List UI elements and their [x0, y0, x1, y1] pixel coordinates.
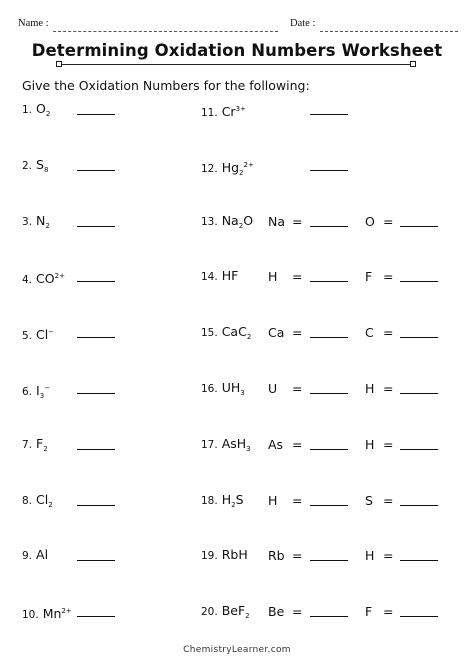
chemical-formula: Cl− — [36, 327, 55, 343]
answer-blank[interactable] — [77, 170, 115, 171]
question-number: 16. — [201, 383, 218, 395]
question-17 — [201, 437, 251, 456]
chemical-formula: $Cr^{3+}$ — [221, 104, 246, 119]
equals-sign: = — [383, 548, 394, 564]
element-label: F — [365, 604, 373, 620]
worksheet-title: Determining Oxidation Numbers Worksheet — [31, 41, 443, 60]
chemical-formula: RbH — [221, 547, 248, 563]
answer-blank[interactable] — [77, 114, 115, 115]
question-8 — [22, 493, 53, 512]
question-1 — [22, 102, 50, 121]
chemical-formula: AsH$_3$ — [221, 435, 251, 453]
answer-blank[interactable] — [77, 393, 115, 394]
question-number: 13. — [201, 215, 218, 228]
question-10 — [22, 604, 72, 622]
question-2 — [22, 158, 48, 177]
chemical-formula: $H_2S$ — [221, 491, 244, 509]
question-number: 4. — [22, 274, 33, 287]
chemical-formula: $Na_2O$ — [221, 212, 254, 230]
chemical-formula: $I_3^-$ — [36, 383, 51, 400]
element-label: H — [365, 436, 375, 452]
chemical-formula: $S_8$ — [36, 156, 49, 174]
element-label: U — [268, 381, 278, 396]
answer-blank[interactable] — [77, 226, 115, 227]
answer-blank[interactable] — [400, 393, 438, 394]
question-number: 15. — [201, 327, 218, 340]
question-number: 3. — [22, 215, 33, 228]
element-label: Be — [268, 604, 285, 620]
chemical-formula: $UH_3$ — [221, 380, 245, 397]
chemical-formula: $CO^{2+}$ — [36, 271, 65, 287]
title-underline-cap-left — [56, 61, 62, 67]
answer-blank[interactable] — [400, 560, 438, 561]
element-label: H — [365, 548, 375, 564]
name-label: Name : — [18, 18, 49, 29]
element-label: C — [365, 325, 374, 341]
name-field[interactable] — [53, 31, 278, 32]
question-number: 19. — [201, 550, 218, 563]
question-6 — [22, 381, 50, 403]
question-4 — [22, 269, 65, 287]
equals-sign: = — [292, 548, 303, 564]
chemical-formula: BeF$_2$ — [221, 603, 250, 621]
chemical-formula: CaC$_2$ — [221, 324, 252, 342]
element-label: H — [268, 492, 278, 508]
question-number: 14. — [201, 271, 218, 284]
equals-sign: = — [292, 269, 303, 285]
title-underline-cap-right — [410, 61, 416, 67]
chemical-formula: $Cl_2$ — [36, 491, 53, 509]
element-label: F — [365, 269, 373, 285]
answer-blank[interactable] — [310, 616, 348, 617]
element-label: S — [365, 492, 373, 508]
answer-blank[interactable] — [310, 281, 348, 282]
answer-blank[interactable] — [77, 616, 115, 617]
question-number: 11. — [201, 107, 218, 119]
answer-blank[interactable] — [400, 281, 438, 282]
answer-blank[interactable] — [400, 616, 438, 617]
equals-sign: = — [383, 325, 394, 341]
question-14 — [201, 269, 238, 284]
answer-blank[interactable] — [310, 393, 348, 394]
answer-blank[interactable] — [310, 449, 348, 450]
question-7 — [22, 437, 48, 456]
chemical-formula: $N_2$ — [36, 212, 50, 230]
question-20 — [201, 604, 250, 623]
equals-sign: = — [383, 492, 394, 508]
equals-sign: = — [383, 604, 394, 620]
answer-blank[interactable] — [400, 449, 438, 450]
question-number: 17. — [201, 438, 218, 451]
answer-blank[interactable] — [77, 505, 115, 506]
equals-sign: = — [292, 436, 303, 452]
chemical-formula: $Mn^{2+}$ — [42, 606, 72, 622]
answer-blank[interactable] — [310, 114, 348, 115]
answer-blank[interactable] — [310, 505, 348, 506]
question-number: 10. — [22, 609, 39, 622]
question-number: 8. — [22, 494, 33, 507]
answer-blank[interactable] — [400, 226, 438, 227]
question-number: 20. — [201, 606, 218, 619]
question-number: 9. — [22, 550, 33, 563]
element-label: H — [268, 269, 278, 285]
chemical-formula: $F_2$ — [36, 435, 48, 453]
answer-blank[interactable] — [77, 449, 115, 450]
element-label: H — [365, 381, 375, 396]
footer-brand: ChemistryLearner.com — [183, 645, 291, 655]
answer-blank[interactable] — [400, 505, 438, 506]
equals-sign: = — [292, 213, 303, 229]
question-18 — [201, 493, 244, 512]
question-number: 7. — [22, 438, 33, 451]
question-9 — [22, 548, 48, 563]
answer-blank[interactable] — [77, 281, 115, 282]
equals-sign: = — [292, 604, 303, 620]
equals-sign: = — [383, 213, 394, 229]
question-16 — [201, 381, 245, 400]
element-label: Ca — [268, 325, 285, 341]
equals-sign: = — [292, 325, 303, 341]
question-number: 5. — [22, 330, 33, 343]
question-number: 12. — [201, 162, 218, 175]
answer-blank[interactable] — [77, 337, 115, 338]
question-11 — [201, 102, 246, 120]
equals-sign: = — [383, 269, 394, 285]
answer-blank[interactable] — [310, 170, 348, 171]
question-number: 1. — [22, 104, 33, 116]
question-15 — [201, 325, 251, 344]
question-19 — [201, 548, 248, 563]
question-13 — [201, 214, 253, 233]
question-number: 6. — [22, 386, 33, 398]
element-label: Na — [268, 213, 286, 229]
answer-blank[interactable] — [310, 560, 348, 561]
equals-sign: = — [292, 492, 303, 508]
title-underline — [61, 64, 411, 65]
element-label: As — [268, 436, 284, 452]
element-label: Rb — [268, 548, 285, 564]
question-12 — [201, 158, 254, 180]
answer-blank[interactable] — [77, 560, 115, 561]
question-number: 18. — [201, 494, 218, 507]
date-field[interactable] — [320, 31, 458, 32]
date-label: Date : — [290, 18, 316, 29]
equals-sign: = — [292, 381, 303, 396]
equals-sign: = — [383, 381, 394, 396]
chemical-formula: Al — [36, 547, 49, 563]
answer-blank[interactable] — [310, 226, 348, 227]
chemical-formula: $O_2$ — [36, 101, 51, 118]
answer-blank[interactable] — [400, 337, 438, 338]
element-label: O — [365, 213, 375, 229]
instructions: Give the Oxidation Numbers for the following: — [22, 78, 310, 93]
answer-blank[interactable] — [310, 337, 348, 338]
question-5 — [22, 325, 54, 343]
chemical-formula: HF — [221, 268, 239, 284]
question-3 — [22, 214, 50, 233]
question-number: 2. — [22, 159, 33, 172]
chemical-formula: $Hg_2^{2+}$ — [221, 159, 254, 177]
equals-sign: = — [383, 436, 394, 452]
